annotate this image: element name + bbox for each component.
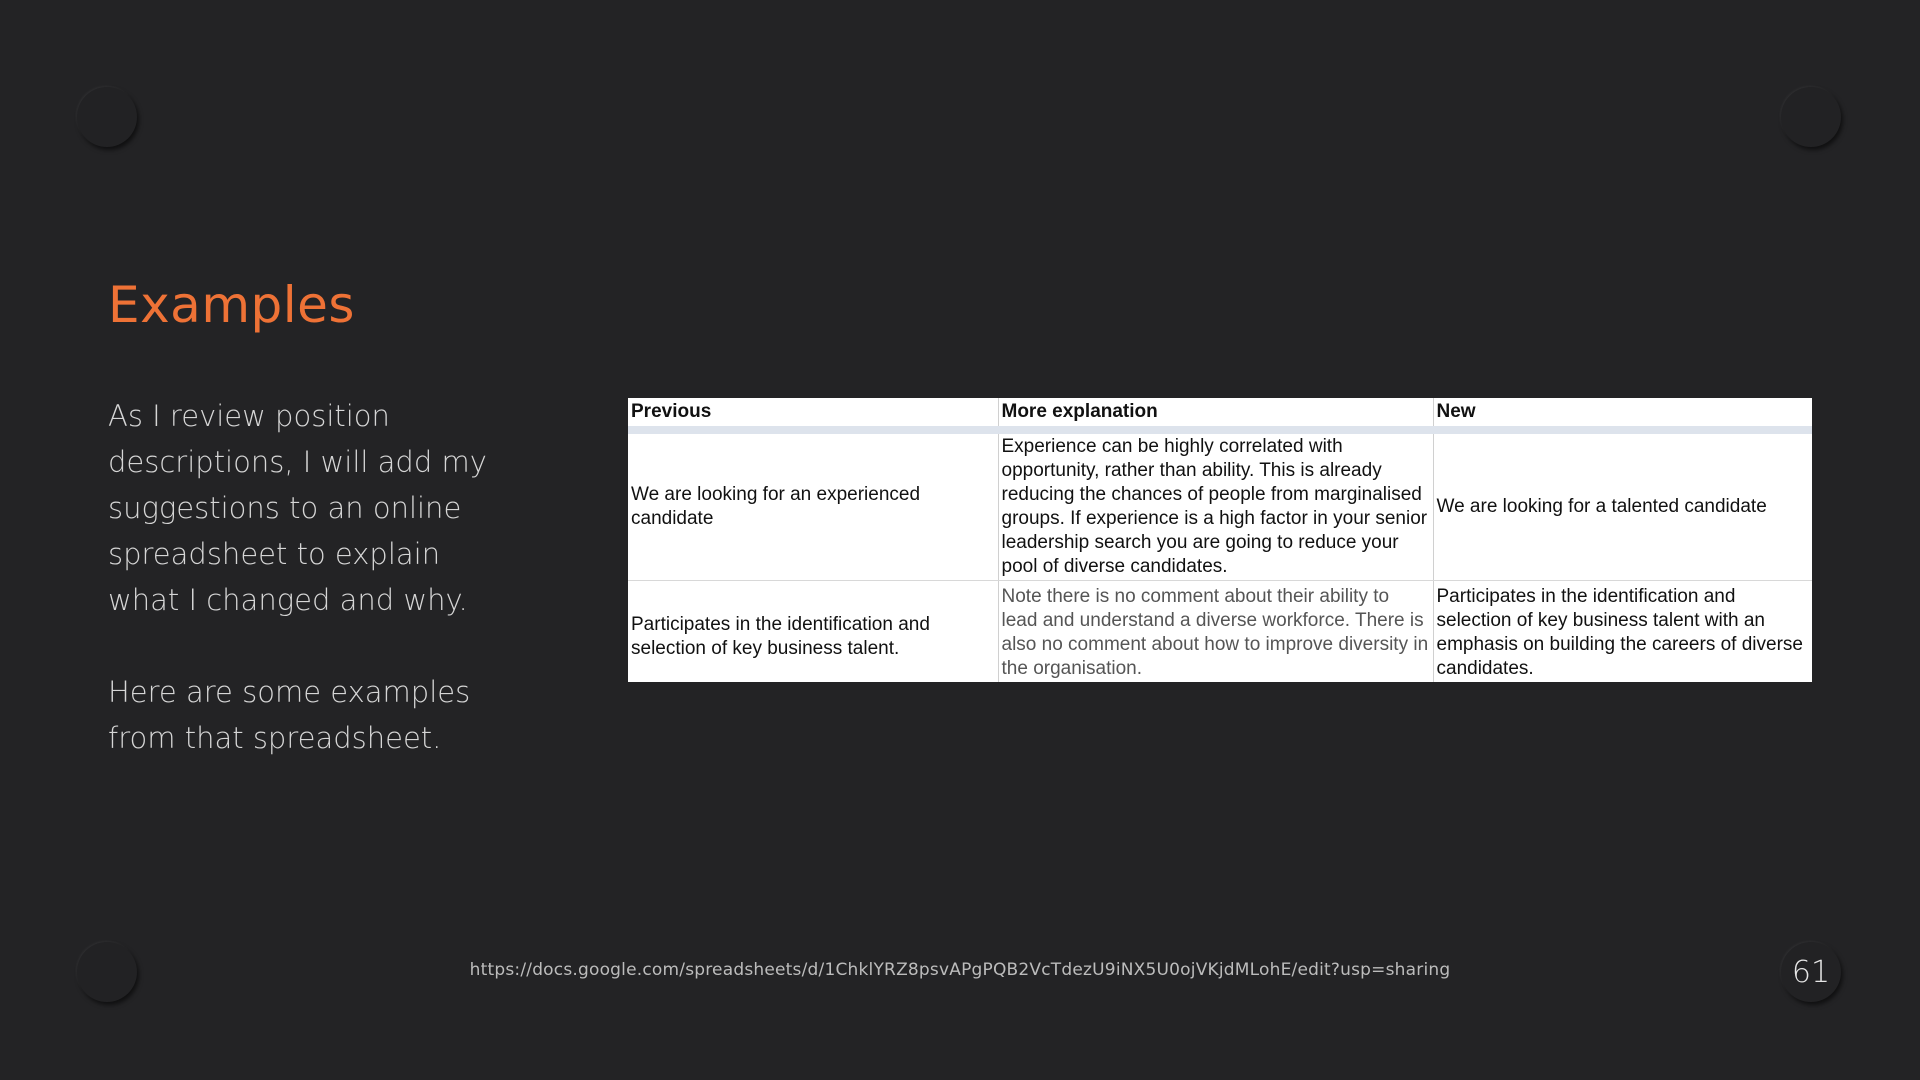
table-row xyxy=(628,430,1812,581)
table-row xyxy=(628,581,1812,683)
cell-explanation: Experience can be highly correlated with opportunity, rather than ability. This is already reducing the chances of people from marginalised groups. If experience is a high factor in your senior leadership search you are going to reduce your pool of diverse candidates. xyxy=(998,430,1433,581)
body-paragraph-1: As I review position descriptions, I will add my suggestions to an online spreadsheet to explain what I changed and why. xyxy=(108,399,487,617)
cell-new: Participates in the identification and selection of key business talent with an emphasis on building the careers of diverse candidates. xyxy=(1433,581,1812,683)
spreadsheet-screenshot xyxy=(628,398,1812,682)
header-more-explanation: More explanation xyxy=(998,398,1433,430)
body-paragraph-2: Here are some examples from that spreadsheet. xyxy=(108,675,471,755)
cell-explanation: Note there is no comment about their ability to lead and understand a diverse workforce. There is also no comment about how to improve diversity in the organisation. xyxy=(998,581,1433,683)
slide-body xyxy=(108,393,508,761)
table-header-row xyxy=(628,398,1812,430)
page-number-badge: 61 xyxy=(1781,942,1841,1002)
examples-table xyxy=(628,398,1812,682)
header-new: New xyxy=(1433,398,1812,430)
header-previous: Previous xyxy=(628,398,998,430)
cell-previous: Participates in the identification and selection of key business talent. xyxy=(628,581,998,683)
cell-previous: We are looking for an experienced candidate xyxy=(628,430,998,581)
spreadsheet-link[interactable]: https://docs.google.com/spreadsheets/d/1ChklYRZ8psvAPgPQB2VcTdezU9iNX5U0ojVKjdMLohE/edit?usp=sharing xyxy=(469,960,1451,980)
cell-new: We are looking for a talented candidate xyxy=(1433,430,1812,581)
slide-title: Examples xyxy=(108,276,355,334)
decorative-circle-top-right xyxy=(1781,87,1841,147)
decorative-circle-top-left xyxy=(77,87,137,147)
